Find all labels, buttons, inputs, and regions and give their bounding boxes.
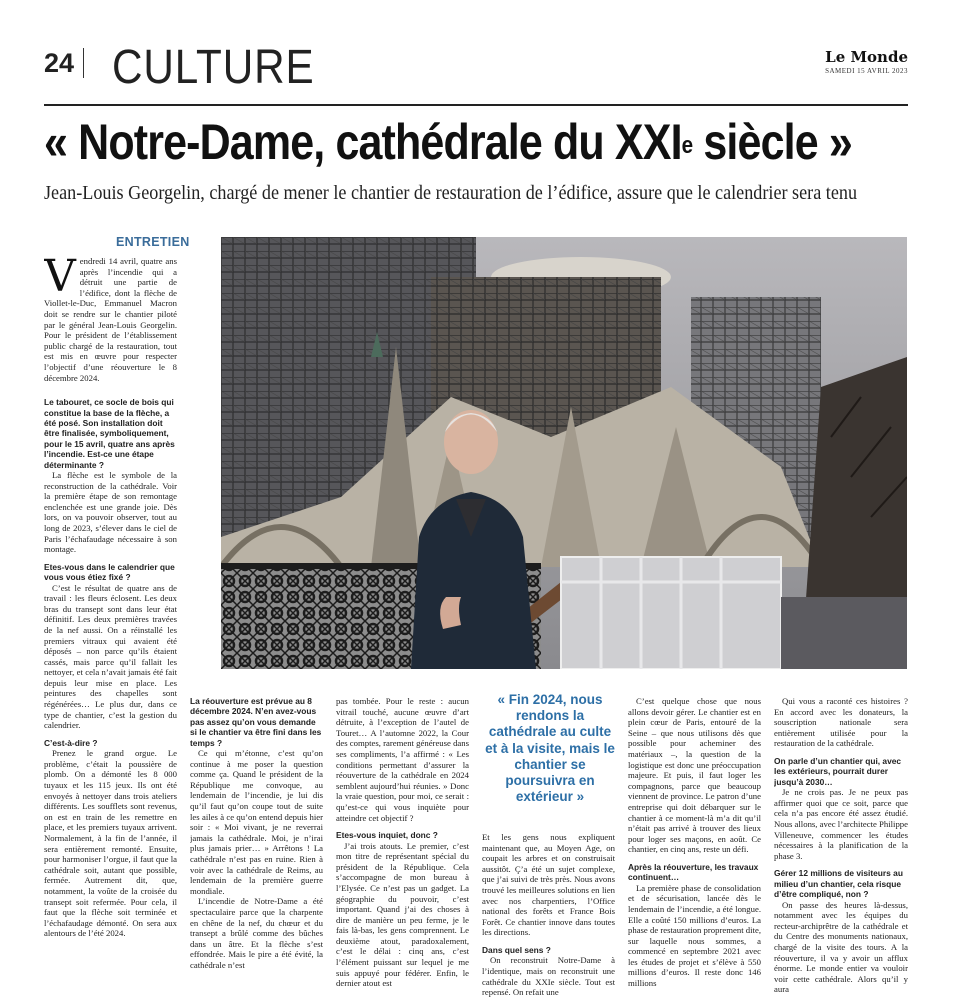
intro-paragraph	[44, 256, 177, 383]
column-1	[44, 256, 177, 1000]
issue-date: SAMEDI 15 AVRIL 2023	[825, 67, 908, 75]
headline-text-end: siècle »	[692, 114, 852, 170]
answer: pas tombée. Pour le reste : aucun vitrail touché, aucune œuvre d’art détruite, à l’exception de l’autel de Touret… A l’automne 2022, la Cour des comptes, rarement généreuse dans ses compliments, l’a affirmé : « Les conditions permettant d’assurer la réouverture de la cathédrale en 2024 semblent aujourd’hui réunies. » Donc la vraie question, pour moi, ce serait : qu’est-ce qui vous inquiète pour atteindre cet objectif ?	[336, 696, 469, 823]
question: Dans quel sens ?	[482, 944, 551, 955]
answer: La flèche est le symbole de la reconstruction de la cathédrale. Voir la première étape de son remontage enclenchée est une grande joie. Dès lors, on va pouvoir observer, tout au long de 2023, s’élever dans le ciel de Paris l’échafaudage nécessaire à son montage.	[44, 469, 177, 555]
column-3	[336, 696, 469, 1000]
section-title: CULTURE	[112, 41, 315, 94]
answer: J’ai trois atouts. Le premier, c’est mon titre de représentant spécial du président de la République. Cela s’accompagne de mon bureau à l’Elysée. Ce n’est pas un gadget. La géographie du pouvoir, c’est important. Quand j’ai des choses à dire de manière un peu ferme, je le fais là-bas, les gens comprennent. Le deuxième atout, paradoxalement, c’est le délai : cinq ans, c’est l’élément puissant sur lequel je me suis appuyé pour fédérer. Enfin, le dernier atout est	[336, 840, 469, 989]
column-5	[628, 696, 761, 1000]
answer: L’incendie de Notre-Dame a été spectaculaire parce que la charpente en chêne de la nef, du chœur et du transept a brûlé comme des bûches dans un âtre. Et la flèche s’est effondrée. Mais le pire a été évité, la cathédrale n’est	[190, 896, 323, 970]
answer: La première phase de consolidation et de sécurisation, lancée dès le lendemain de l’incendie, a été longue. Elle a coûté 150 millions d’euros. La phase de restauration proprement dite, sur laquelle nous sommes, a commencé en septembre 2021 avec les études de projet et s’élève à 550 millions d’euros. Il reste donc 146 millions	[628, 882, 761, 989]
question: La réouverture est prévue au 8 décembre 2024. N’en avez-vous pas assez qu’on vous demande si le chantier va être fini dans les temps ?	[190, 696, 322, 748]
page-number: 24	[44, 48, 75, 78]
question: Gérer 12 millions de visiteurs au milieu d’un chantier, cela risque d’être compliqué, non ?	[774, 868, 903, 900]
question: Le tabouret, ce socle de bois qui constitue la base de la flèche, a été posé. Son installation doit être finalisée, symboliquement, pour le 15 avril, quatre ans après l’incendie. Est-ce une étape déterminante ?	[44, 397, 175, 470]
intro-text: endredi 14 avril, quatre ans après l’incendie qui a détruit une partie de l’édifice, dont la flèche de Viollet-le-Duc, Emmanuel Macron doit se rendre sur le chantier piloté par le général Jean-Louis Georgelin. Pour le président de l’établissement public chargé de la restauration, tout est mis en œuvre pour respecter l’objectif d’une réouverture le 8 décembre 2024.	[44, 256, 177, 383]
answer: Je ne crois pas. Je ne peux pas affirmer quoi que ce soit, parce que cela n’a pas encore été assez étudié. Nous allons, avec l’architecte Philippe Villeneuve, commencer les études nécessaires à la planification de la phase 3.	[774, 787, 908, 861]
question: Après la réouverture, les travaux continuent…	[628, 861, 759, 883]
answer: C’est le résultat de quatre ans de travail : les fleurs éclosent. Les deux bras du transept sont dans leur état définitif. Les deux premières travées de la nef aussi. On a réinstallé les premiers vitraux qui avaient été déposés – non parce qu’ils étaient cassés, mais parce qu’il fallait les nettoyer, et cela n’avait jamais été fait depuis leur mise en place. Les peintures des chapelles sont régénérées… Le plus dur, dans ce type de chantier, c’est la gestion du calendrier.	[44, 582, 177, 731]
answer: C’est quelque chose que nous allons devoir gérer. Le chantier est en plein cœur de Paris, entouré de la Seine – que nous utilisons dès que possible pour acheminer des matériaux –, la question de la logistique est donc une préoccupation majeure. Et puis, il faut loger les compagnons, parce que beaucoup viennent de province. Le patron d’une entreprise qui doit débarquer sur le chantier à ce moment-là m’a dit qu’il n’était pas arrivé à trouver des lieux pour loger ses maçons, en août. Ce chantier, en cinq ans, reste un défi.	[628, 696, 761, 855]
pull-quote: « Fin 2024, nous rendons la cathédrale au culte et à la visite, mais le chantier se poursuivra en extérieur »	[485, 692, 615, 805]
question: Etes-vous dans le calendrier que vous vous étiez fixé ?	[44, 561, 175, 583]
headline	[44, 113, 852, 171]
drop-cap: V	[44, 256, 76, 302]
headline-text-start: « Notre-Dame, cathédrale du XXI	[44, 114, 682, 170]
standfirst: Jean-Louis Georgelin, chargé de mener le chantier de restauration de l’édifice, assure que le calendrier sera tenu	[44, 183, 858, 204]
answer: Prenez le grand orgue. Le problème, c’était la poussière de plomb. On a démonté les 8 000 tuyaux et les 115 jeux. Ils ont été envoyés à nettoyer dans trois ateliers différents. Les soufflets sont revenus, on est en train de les remettre en place, et les premiers tuyaux arrivent. Normalement, à la fin de l’année, il sera entièrement remonté. Ensuite, pour harmoniser l’orgue, il faut que la cathédrale soit, autant que possible, fermée. Autrement dit, que, notamment, la voûte de la croisée du transept soit refermée. Pour cela, il faut que la flèche soit terminée et l’échafaudage démonté. On sera aux alentours de l’été 2024.	[44, 748, 177, 939]
question: Etes-vous inquiet, donc ?	[336, 830, 438, 841]
column-6	[774, 696, 908, 1000]
question: On parle d’un chantier qui, avec les extérieurs, pourrait durer jusqu’à 2030…	[774, 755, 902, 787]
answer: On passe des heures là-dessus, notamment avec les équipes du recteur-archiprêtre de la cathédrale et du Centre des monuments nationaux, chargé de la visite des tours. A la réouverture, il va y avoir un afflux énorme. Le monde entier va vouloir voir cette cathédrale. Alors qu’il y aura	[774, 899, 908, 995]
header-rule	[44, 104, 908, 106]
question: C’est-à-dire ?	[44, 737, 98, 748]
article-photo	[221, 237, 907, 669]
column-4	[482, 832, 615, 1000]
answer: Et les gens nous expliquent maintenant que, au Moyen Age, on coupait les arbres et on construisait aussitôt. Ç’a été un sujet complexe, que j’ai suivi de très près. Nous avons trouvé les meilleures solutions en lien avec nos charpentiers, l’Office national des forêts et France Bois Forêt. Ce chantier innove dans toutes les directions.	[482, 832, 615, 938]
photo-illustration	[221, 237, 907, 669]
page-number-divider	[83, 48, 84, 78]
headline-superscript: e	[681, 132, 693, 159]
answer: Ce qui m’étonne, c’est qu’on continue à me poser la question comme ça. Quand le président de la République me convoque, au lendemain de l’incendie, je lui dis qu’il faut qu’on coupe tout de suite les ailes à ce qu’on entend depuis hier soir : « Moi vivant, je ne reverrai jamais la cathédrale. Moi, je n’irai plus jamais prier… » Arrêtons ! La cathédrale n’est pas en ruine. Rien à voir avec la cathédrale de Reims, au lendemain de la première guerre mondiale.	[190, 748, 323, 896]
answer: Qui vous a raconté ces histoires ? En accord avec les donateurs, la souscription nationale sera entièrement utilisée pour la restauration de la cathédrale.	[774, 696, 908, 749]
article-kicker: ENTRETIEN	[116, 235, 190, 249]
column-2	[190, 696, 323, 1000]
answer: On reconstruit Notre-Dame à l’identique, mais on reconstruit une cathédrale du XXIe siècle. Tout est repensé. On refait une	[482, 955, 615, 998]
newspaper-logo: Le Monde	[825, 48, 908, 66]
